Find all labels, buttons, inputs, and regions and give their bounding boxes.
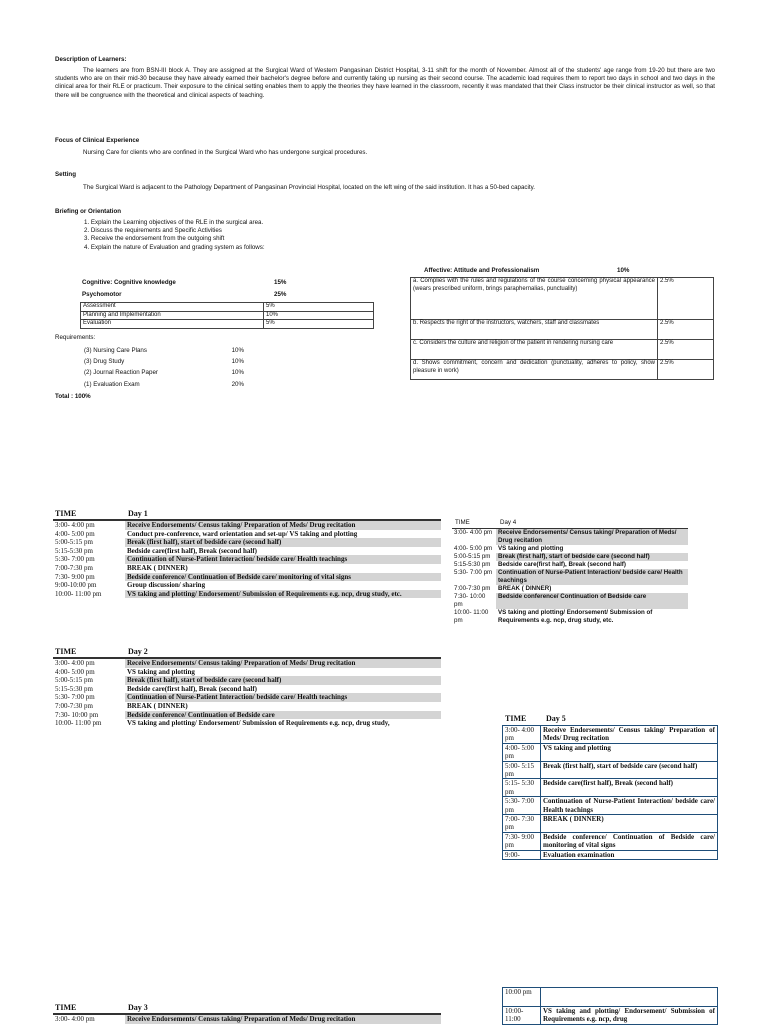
focus-heading: Focus of Clinical Experience: [55, 137, 140, 144]
briefing-heading: Briefing or Orientation: [55, 208, 122, 215]
table-row: 5:00- 5:15 pm Break (first half), start of bedside care (second half): [503, 761, 718, 779]
list-item: (3) Nursing Care Plans 10%: [84, 347, 244, 354]
description-heading: Description of Learners:: [55, 56, 127, 63]
table-row: 7:00-7:30 pm BREAK ( DINNER): [53, 702, 441, 711]
day4-table: [452, 528, 688, 625]
affective-label: Affective: Attitude and Professionalism: [424, 267, 540, 274]
table-row: 3:00- 4:00 pm Receive Endorsements/ Census taking/ Preparation of Meds/ Drug recitation: [452, 529, 688, 546]
table-row: 5:00-5:15 pm Break (first half), start of bedside care (second half): [452, 553, 688, 561]
day5-time-header: TIME: [505, 714, 527, 723]
day5-table: [502, 725, 718, 860]
psychomotor-table: [80, 302, 374, 329]
table-row: 5:30- 7:00 pm Continuation of Nurse-Patient Interaction/ bedside care/ Health teachings: [503, 797, 718, 815]
table-row: 10:00- 11:00 pm VS taking and plotting/ Endorsement/ Submission of Requirements e.g. ncp, drug study, etc.: [53, 590, 441, 599]
cognitive-pct: 15%: [274, 279, 287, 286]
table-row: c. Considers the culture and religion of the patient in rendering nursing care 2.5%: [411, 340, 714, 360]
table-row: 5:30- 7:00 pm Continuation of Nurse-Patient Interaction/ bedside care/ Health teachings: [452, 569, 688, 585]
briefing-item: 2. Discuss the requirements and Specific Activities: [84, 227, 222, 235]
setting-heading: Setting: [55, 171, 76, 178]
table-row: 3:00- 4:00 pm Receive Endorsements/ Census taking/ Preparation of Meds/ Drug recitation: [53, 658, 441, 668]
table-row: 5:15- 5:30 pm Bedside care(first half), Break (second half): [503, 779, 718, 797]
cognitive-label: Cognitive: Cognitive knowledge: [82, 279, 176, 286]
table-row: 7:30- 10:00 pm Bedside conference/ Continuation of Bedside care: [452, 593, 688, 609]
table-row: Assessment 5%: [81, 303, 374, 312]
total-label: Total : 100%: [55, 393, 91, 400]
table-row: 7:00-7:30 pm BREAK ( DINNER): [53, 564, 441, 573]
list-item: (2) Journal Reaction Paper 10%: [84, 369, 244, 377]
table-row: 3:00- 4:00 pm Receive Endorsements/ Census taking/ Preparation of Meds/ Drug recitation: [53, 1014, 441, 1024]
table-row: 5:15-5:30 pm Bedside care(first half), Break (second half): [53, 685, 441, 694]
day1-time-header: TIME: [55, 509, 77, 518]
list-item: (3) Drug Study 10%: [84, 358, 244, 366]
psychomotor-label: Psychomotor: [82, 291, 122, 298]
day5-day-header: Day 5: [546, 714, 566, 723]
day1-table: [53, 519, 441, 598]
day3-time-header: TIME: [55, 1003, 77, 1012]
table-row: 5:15-5:30 pm Bedside care(first half), Break (second half): [53, 547, 441, 556]
table-row: 7:00- 7:30 pm BREAK ( DINNER): [503, 815, 718, 833]
table-row: 7:30- 9:00 pm Bedside conference/ Continuation of Bedside care/ monitoring of vital signs: [503, 832, 718, 850]
briefing-item: 3. Receive the endorsement from the outgoing shift: [84, 235, 225, 243]
table-row: 5:30- 7:00 pm Continuation of Nurse-Patient Interaction/ bedside care/ Health teachings: [53, 693, 441, 702]
table-row: 4:00- 5:00 pm VS taking and plotting: [452, 545, 688, 553]
table-row: 4:00- 5:00 pm VS taking and plotting: [53, 668, 441, 677]
day2-time-header: TIME: [55, 647, 77, 656]
table-row: 3:00- 4:00 pm Receive Endorsements/ Census taking/ Preparation of Meds/ Drug recitation: [503, 726, 718, 744]
list-item: (1) Evaluation Exam 20%: [84, 380, 244, 388]
table-row: 9:00- Evaluation examination: [503, 850, 718, 859]
table-row: Evaluation 5%: [81, 320, 374, 329]
description-text: The learners are from BSN-III block A. They are assigned at the Surgical Ward of Western Pangasinan District Hospital, 3-11 shift for the month of November. Almost all of the students' age range from 19-20 but there are two students who are on their mid-30 because they have already earned their bachelor's degree before and currently taking up nursing as their second course. The academic load requires them to report two days in school and two days in the clinical area for their RLE or practicum. Their exposure to the clinical setting enables them to apply the theories they have learned in the classroom, recently it was mandated that their Class instructor be their clinical instructor as well, so that there will be congruence with the theoretical and clinical aspects of teaching.: [55, 67, 715, 99]
table-row: 7:30- 10:00 pm Bedside conference/ Continuation of Bedside care: [53, 711, 441, 720]
day4-time-header: TIME: [455, 519, 470, 526]
day2-day-header: Day 2: [128, 647, 148, 656]
requirements-label: Requirements:: [55, 334, 96, 341]
day4-day-header: Day 4: [500, 519, 517, 526]
briefing-item: 1. Explain the Learning objectives of the RLE in the surgical area.: [84, 219, 264, 226]
table-row: 7:30- 9:00 pm Bedside conference/ Continuation of Bedside care/ monitoring of vital signs: [53, 573, 441, 582]
day1-day-header: Day 1: [128, 509, 148, 518]
psychomotor-pct: 25%: [274, 291, 287, 298]
table-row: 5:15-5:30 pm Bedside care(first half), Break (second half): [452, 561, 688, 569]
table-row: 9:00-10:00 pm Group discussion/ sharing: [53, 581, 441, 590]
table-row: 7:00-7:30 pm BREAK ( DINNER): [452, 585, 688, 593]
table-row: 5:30- 7:00 pm Continuation of Nurse-Patient Interaction/ bedside care/ Health teachings: [53, 555, 441, 564]
day3-table: [53, 1013, 441, 1024]
affective-table: [410, 277, 714, 380]
table-row: 10:00- 11:00 pm VS taking and plotting/ Endorsement/ Submission of Requirements e.g. ncp, drug study,: [53, 719, 441, 728]
table-row: d. Shows commitment, concern and dedication (punctuality, adheres to policy, show pleasure in work) 2.5%: [411, 360, 714, 380]
table-row: 10:00- 11:00 pm VS taking and plotting/ Endorsement/ Submission of Requirements e.g. ncp, drug study, etc.: [452, 609, 688, 625]
focus-text: Nursing Care for clients who are confined in the Surgical Ward who has undergone surgical procedures.: [83, 149, 368, 156]
day5-continued-table: [502, 987, 718, 1025]
table-row: 3:00- 4:00 pm Receive Endorsements/ Census taking/ Preparation of Meds/ Drug recitation: [53, 520, 441, 530]
briefing-list: [84, 219, 265, 252]
table-row: Planning and Implementation 10%: [81, 311, 374, 320]
day3-day-header: Day 3: [128, 1003, 148, 1012]
requirements-list: [84, 347, 244, 389]
briefing-item: 4. Explain the nature of Evaluation and grading system as follows:: [84, 243, 265, 251]
affective-pct: 10%: [617, 267, 630, 274]
table-row: 4:00- 5:00 pm VS taking and plotting: [503, 743, 718, 761]
table-row: 5:00-5:15 pm Break (first half), start of bedside care (second half): [53, 538, 441, 547]
table-row: b. Respects the right of the instructors, watchers, staff and classmates 2.5%: [411, 320, 714, 340]
table-row: 10:00- 11:00 VS taking and plotting/ Endorsement/ Submission of Requirements e.g. ncp, drug: [503, 1007, 718, 1025]
table-row: 4:00- 5:00 pm Conduct pre-conference, ward orientation and set-up/ VS taking and plotting: [53, 530, 441, 539]
day2-table: [53, 657, 441, 728]
table-row: 10:00 pm: [503, 988, 718, 1007]
setting-text: The Surgical Ward is adjacent to the Pathology Department of Pangasinan Provincial Hospital, located on the left wing of the said institution. It has a 50-bed capacity.: [83, 184, 535, 191]
table-row: a. Complies with the rules and regulations of the course concerning physical appearance (wears prescribed uniform, brings paraphernalias, punctuality) 2.5%: [411, 278, 714, 320]
table-row: 5:00-5:15 pm Break (first half), start of bedside care (second half): [53, 676, 441, 685]
